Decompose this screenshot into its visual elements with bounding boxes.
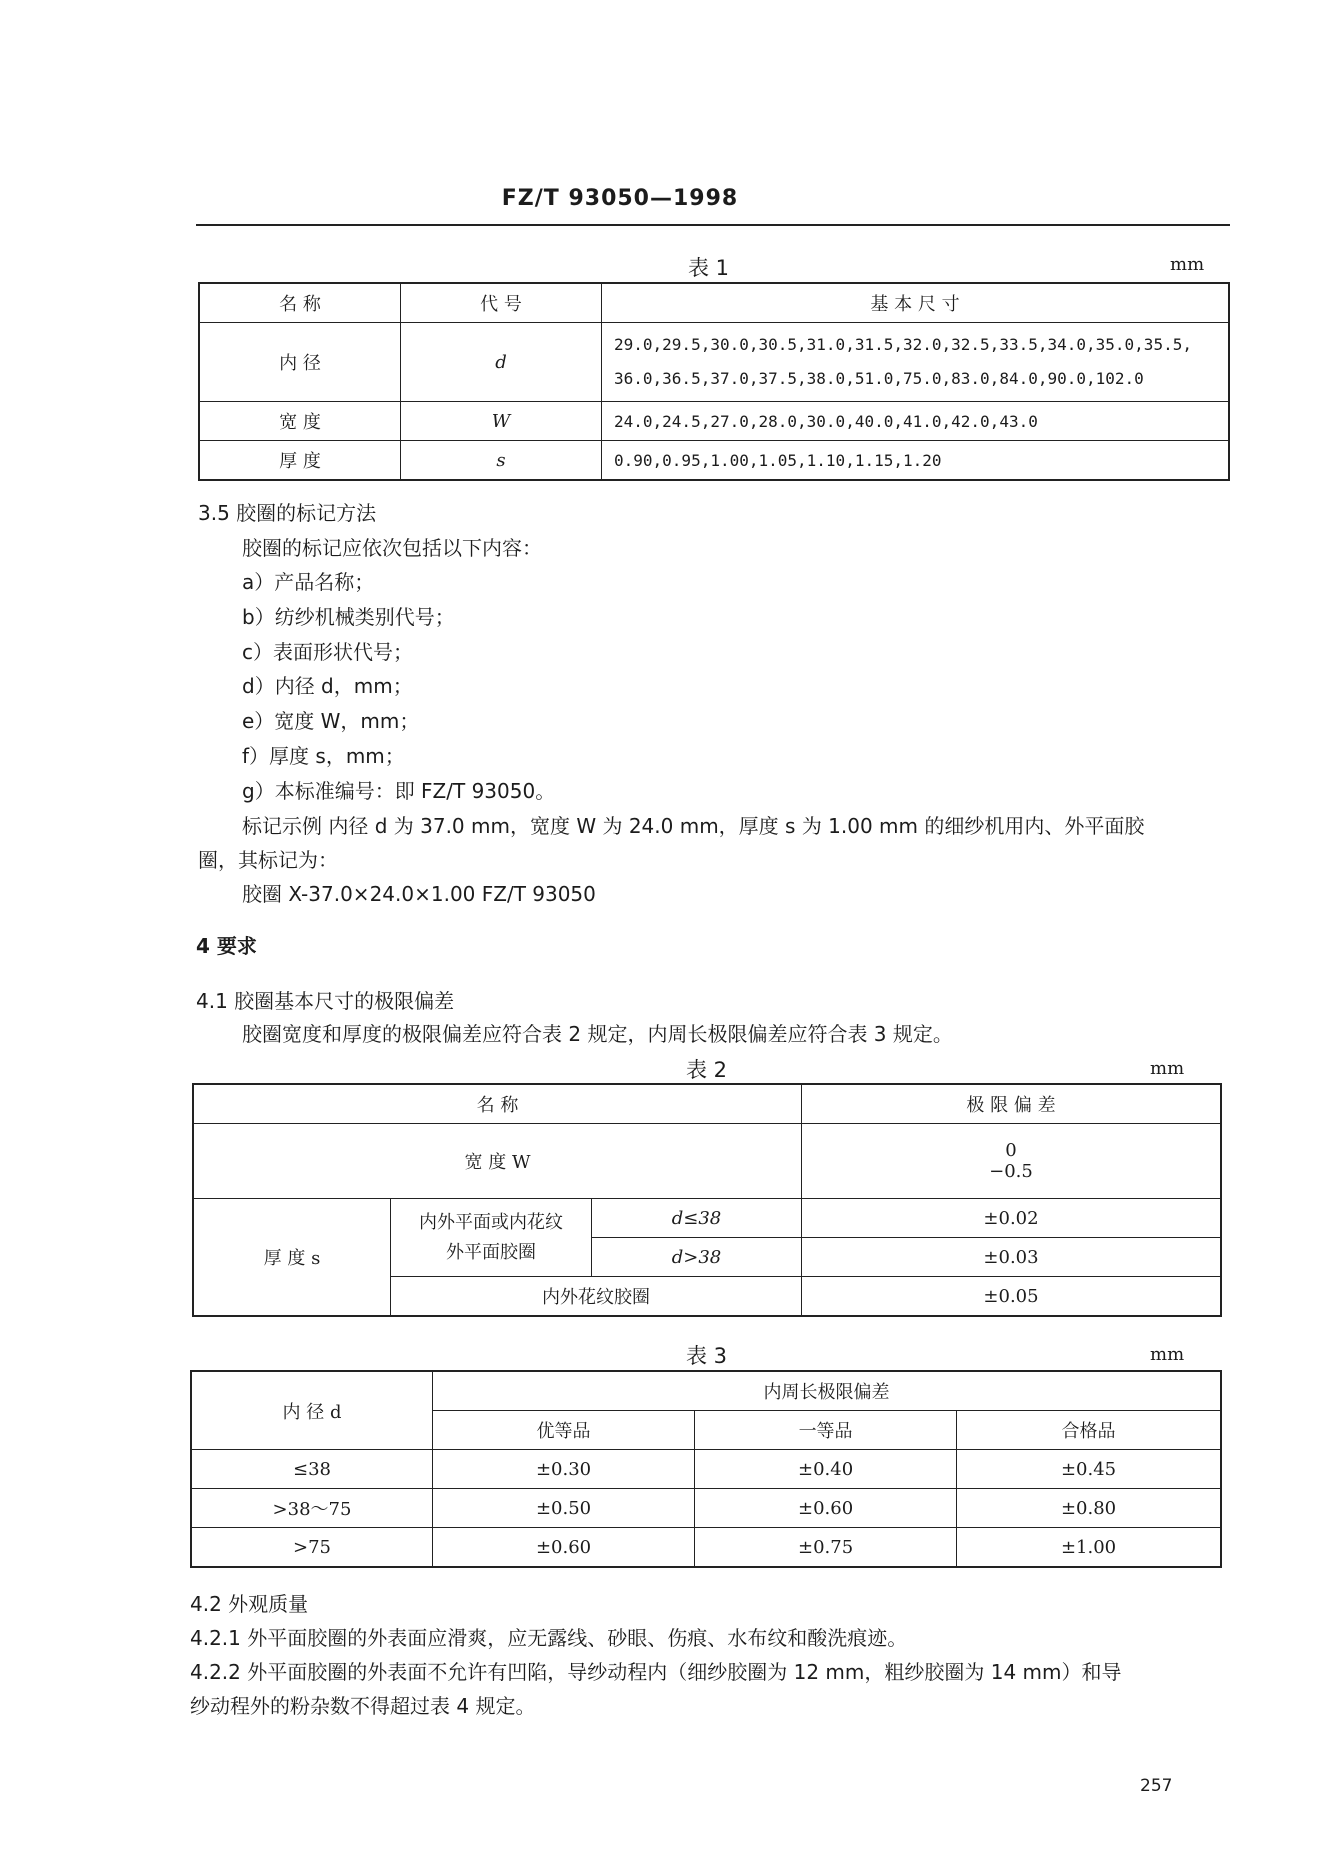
marking-example: 标记示例 内径 d 为 37.0 mm，宽度 W 为 24.0 mm，厚度 s 为 1.00 mm 的细纱机用内、外平面胶 (242, 814, 1145, 838)
table2-width-dev-upper: 0 (1005, 1140, 1017, 1161)
table2-thickness-label: 厚 度 s (193, 1199, 391, 1317)
header-rule (196, 224, 1230, 226)
table3-header-d: 内 径 d (191, 1371, 433, 1450)
section-4-2-1: 4.2.1 外平面胶圈的外表面应滑爽，应无露线、砂眼、伤痕、水布纹和酸洗痕迹。 (190, 1626, 908, 1650)
section-4-2-title: 4.2 外观质量 (190, 1592, 309, 1616)
table3-value: ±0.75 (695, 1528, 957, 1568)
table2-dev2: ±0.03 (802, 1238, 1222, 1277)
table3-value: ±0.45 (957, 1450, 1221, 1489)
table3-caption: 表 3 (686, 1344, 728, 1368)
list-item: e）宽度 W，mm； (242, 709, 420, 733)
table1 (198, 282, 1230, 481)
table1-cell-values: 24.0,24.5,27.0,28.0,30.0,40.0,41.0,42.0,43.0 (602, 402, 1230, 441)
section-4-2-2-cont: 纱动程外的粉杂数不得超过表 4 规定。 (190, 1694, 536, 1718)
table3-d: >38～75 (191, 1489, 433, 1528)
table1-values-line: 29.0,29.5,30.0,30.5,31.0,31.5,32.0,32.5,33.5,34.0,35.0,35.5, (614, 335, 1192, 354)
table2-width-dev (802, 1124, 1222, 1199)
table-row (193, 1199, 1221, 1238)
table3-grade: 一等品 (695, 1411, 957, 1450)
table1-cell-name: 厚 度 (199, 441, 401, 481)
table1-cell-values (602, 323, 1230, 402)
table3-grade: 合格品 (957, 1411, 1221, 1450)
section-4-1-title: 4.1 胶圈基本尺寸的极限偏差 (196, 989, 455, 1013)
section-4-title: 4 要求 (196, 934, 257, 958)
table2-subtype1-line: 外平面胶圈 (446, 1241, 536, 1263)
list-item: a）产品名称； (242, 570, 375, 594)
section-4-1-text: 胶圈宽度和厚度的极限偏差应符合表 2 规定，内周长极限偏差应符合表 3 规定。 (242, 1022, 953, 1046)
table2 (192, 1083, 1222, 1317)
table3-value: ±0.80 (957, 1489, 1221, 1528)
table2-header-name: 名 称 (193, 1084, 802, 1124)
table2-subtype1 (391, 1199, 592, 1277)
table-row (191, 1450, 1221, 1489)
table1-header-values: 基 本 尺 寸 (602, 283, 1230, 323)
list-item: f）厚度 s，mm； (242, 744, 405, 768)
list-item: c）表面形状代号； (242, 640, 413, 664)
marking-example-code: 胶圈 X-37.0×24.0×1.00 FZ/T 93050 (242, 882, 596, 906)
table1-cell-code: s (401, 441, 602, 481)
list-item: g）本标准编号：即 FZ/T 93050。 (242, 779, 556, 803)
table1-cell-name: 宽 度 (199, 402, 401, 441)
section-3-5-intro: 胶圈的标记应依次包括以下内容： (242, 536, 542, 560)
section-4-2-2: 4.2.2 外平面胶圈的外表面不允许有凹陷，导纱动程内（细纱胶圈为 12 mm，粗纱胶圈为 14 mm）和导 (190, 1660, 1122, 1684)
page-number: 257 (1140, 1776, 1173, 1796)
table1-header-name: 名 称 (199, 283, 401, 323)
table-row (191, 1528, 1221, 1568)
marking-example-cont: 圈，其标记为： (198, 848, 338, 872)
table-row (199, 323, 1229, 402)
table1-cell-code: d (401, 323, 602, 402)
table-row (193, 1084, 1221, 1124)
table2-header-dev: 极 限 偏 差 (802, 1084, 1222, 1124)
standard-code-header: FZ/T 93050—1998 (501, 186, 739, 211)
table2-cond2: d>38 (592, 1238, 802, 1277)
table-row (199, 402, 1229, 441)
table1-unit: mm (1170, 254, 1205, 275)
table3-value: ±1.00 (957, 1528, 1221, 1568)
list-item: b）纺纱机械类别代号； (242, 605, 455, 629)
table3-value: ±0.60 (695, 1489, 957, 1528)
table1-cell-values: 0.90,0.95,1.00,1.05,1.10,1.15,1.20 (602, 441, 1230, 481)
table3-d: ≤38 (191, 1450, 433, 1489)
table3-grade: 优等品 (433, 1411, 695, 1450)
table3-unit: mm (1150, 1344, 1185, 1365)
table3-value: ±0.50 (433, 1489, 695, 1528)
table-row (191, 1371, 1221, 1411)
table3-value: ±0.60 (433, 1528, 695, 1568)
table-row (199, 441, 1229, 481)
table2-subtype2: 内外花纹胶圈 (391, 1277, 802, 1317)
table-row (199, 283, 1229, 323)
table1-values-line: 36.0,36.5,37.0,37.5,38.0,51.0,75.0,83.0,84.0,90.0,102.0 (614, 369, 1144, 388)
table2-unit: mm (1150, 1058, 1185, 1079)
table2-width-label: 宽 度 W (193, 1124, 802, 1199)
table3-d: >75 (191, 1528, 433, 1568)
table1-caption: 表 1 (688, 256, 730, 280)
table2-subtype1-line: 内外平面或内花纹 (419, 1211, 563, 1233)
table2-dev1: ±0.02 (802, 1199, 1222, 1238)
table2-caption: 表 2 (686, 1058, 728, 1082)
table1-header-code: 代 号 (401, 283, 602, 323)
table3 (190, 1370, 1222, 1568)
table2-cond1: d≤38 (592, 1199, 802, 1238)
table3-header-group: 内周长极限偏差 (433, 1371, 1222, 1411)
table-row (193, 1124, 1221, 1199)
table3-value: ±0.40 (695, 1450, 957, 1489)
table2-width-dev-lower: −0.5 (989, 1161, 1033, 1182)
table1-cell-code: W (401, 402, 602, 441)
list-item: d）内径 d，mm； (242, 674, 413, 698)
table3-value: ±0.30 (433, 1450, 695, 1489)
table1-cell-name: 内 径 (199, 323, 401, 402)
table2-dev3: ±0.05 (802, 1277, 1222, 1317)
table-row (191, 1489, 1221, 1528)
section-3-5-title: 3.5 胶圈的标记方法 (198, 501, 377, 525)
